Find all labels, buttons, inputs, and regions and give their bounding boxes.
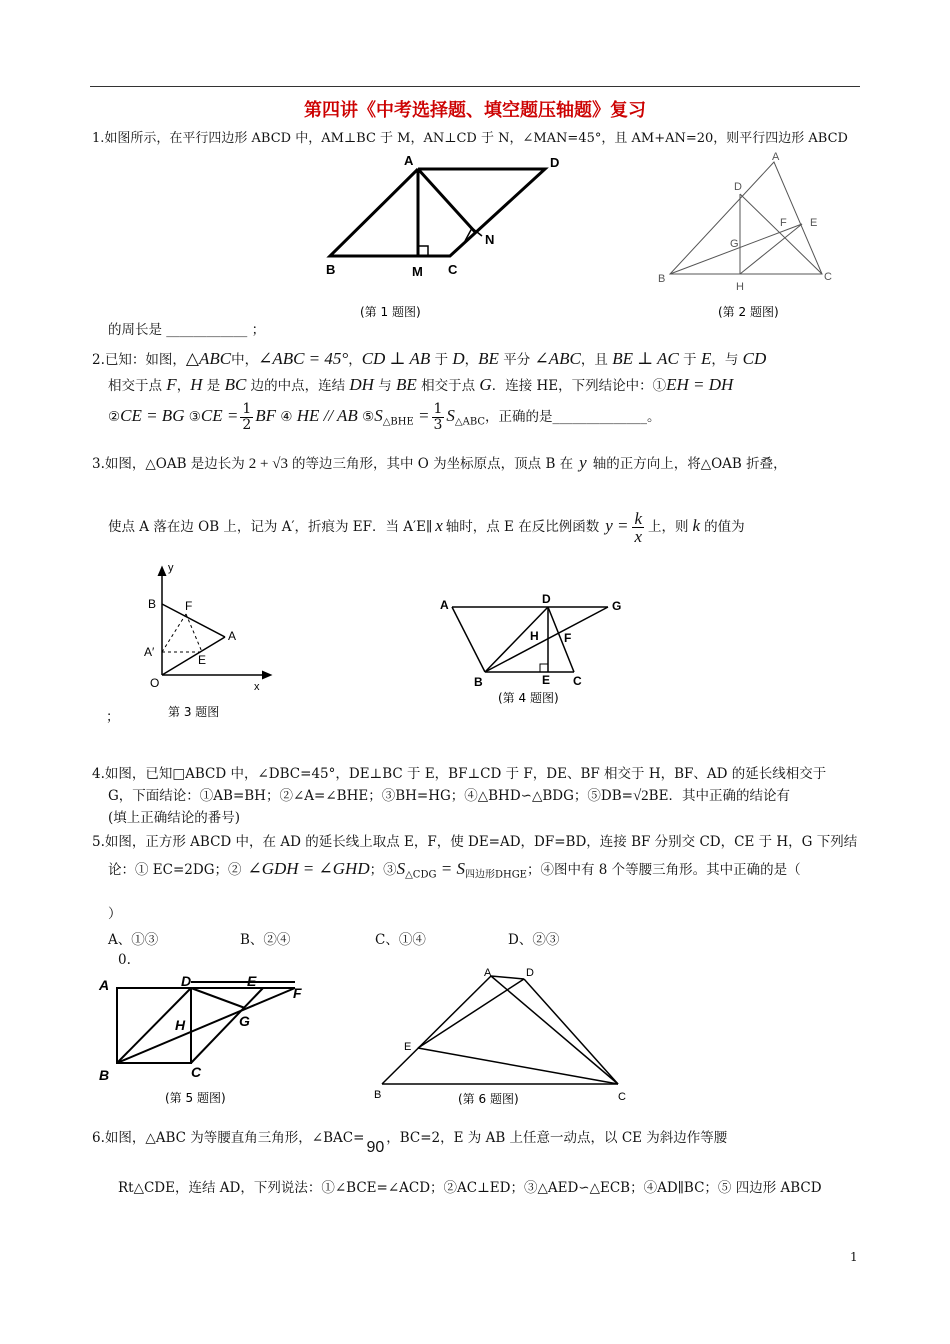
fig3-label-f: F xyxy=(185,599,193,613)
fig6-caption: (第 6 题图) xyxy=(458,1092,519,1106)
fig2-label-e: E xyxy=(810,217,818,229)
fig4-bg xyxy=(485,607,608,672)
fig4-label-f: F xyxy=(564,631,572,645)
figure-1 xyxy=(300,150,560,330)
fig4-label-c: C xyxy=(573,674,582,688)
q1-line2: 的周长是 ____________ ； xyxy=(108,322,266,338)
q5-option-b: B、②④ xyxy=(240,932,291,948)
fig3-label-o: O xyxy=(150,676,160,690)
q1-line1: 1.如图所示，在平行四边形 ABCD 中，AM⊥BC 于 M，AN⊥CD 于 N，∠MAN=45°，且 AM+AN=20，则平行四边形 ABCD xyxy=(92,131,848,146)
fig3-label-a-prime: A′ xyxy=(144,645,155,659)
q2-line3: ②CE = BG ③CE = $\frac{1}{2}$ BF ④ HE // AB $⑤S_{\triangle BHE}$ = $\frac{1}{3}$ $S_{\triangle ABC}$，正确的是______________。 xyxy=(108,401,661,433)
fig1-an xyxy=(418,169,476,233)
fig2-caption: (第 2 题图) xyxy=(718,305,779,319)
fig1-label-b: B xyxy=(326,262,336,277)
fig5-ce xyxy=(191,988,263,1063)
q4-line1: 4.如图，已知□ABCD 中，∠DBC=45°，DE⊥BC 于 E，BF⊥CD 于 F，DE、BF 相交于 H，BF、AD 的延长线相交于 xyxy=(92,766,827,782)
q5-line1: 5.如图，正方形 ABCD 中，在 AD 的延长线上取点 E，F，使 DE=AD，DF=BD，连接 BF 分别交 CD，CE 于 H，G 下列结 xyxy=(92,834,858,850)
fig5-label-f: F xyxy=(293,985,302,1001)
fig3-label-a: A xyxy=(228,629,237,643)
figure-2 xyxy=(650,150,850,330)
fig2-label-b: B xyxy=(658,273,666,285)
fig2-label-h: H xyxy=(736,281,744,293)
q4-line3: (填上正确结论的番号) xyxy=(108,810,241,826)
fig6-ad xyxy=(491,976,524,979)
q5-line5: 0. xyxy=(118,952,131,968)
figure-6 xyxy=(370,962,640,1112)
fig4-ab xyxy=(452,607,485,672)
fig4-label-d: D xyxy=(542,592,551,606)
q5-option-d: D、②③ xyxy=(508,932,560,948)
fig3-label-e: E xyxy=(198,653,207,667)
page-title: 第四讲《中考选择题、填空题压轴题》复习 xyxy=(304,100,646,121)
fig4-label-h: H xyxy=(530,629,539,643)
fig1-label-d: D xyxy=(550,155,560,170)
fig1-parallelogram xyxy=(330,169,545,256)
fig2-label-d: D xyxy=(734,181,742,193)
header-rule xyxy=(90,86,860,87)
q5-line3: ） xyxy=(108,906,122,922)
fig1-label-m: M xyxy=(412,264,423,279)
fig5-label-h: H xyxy=(175,1017,186,1033)
fig2-triangle xyxy=(670,162,822,274)
fig6-ed xyxy=(418,979,524,1048)
fig1-label-c: C xyxy=(448,262,458,277)
fig6-ac xyxy=(491,976,618,1084)
q2-line2: 相交于点 F，H 是 BC 边的中点，连结 DH 与 BE 相交于点 G．连接 HE，下列结论中：①EH = DH xyxy=(108,375,734,394)
fig2-cd xyxy=(740,194,822,274)
q5-option-a: A、①③ xyxy=(108,932,159,948)
fig1-caption: (第 1 题图) xyxy=(360,305,421,319)
fig2-label-a: A xyxy=(772,151,780,163)
fig5-label-g: G xyxy=(239,1013,250,1029)
fig5-label-c: C xyxy=(191,1064,202,1080)
fig5-label-b: B xyxy=(99,1067,110,1083)
fig6-ec xyxy=(418,1048,618,1084)
q6-line2: Rt△CDE，连结 AD，下列说法：①∠BCE=∠ACD；②AC⊥ED；③△AED∽△ECB；④AD∥BC；⑤ 四边形 ABCD xyxy=(118,1180,822,1196)
q3-line1: 3.如图，△OAB 是边长为 2 + √3 的等边三角形，其中 O 为坐标原点，顶点 B 在 y 轴的正方向上，将△OAB 折叠， xyxy=(92,453,787,472)
fig5-label-e: E xyxy=(247,973,257,989)
fig6-label-a: A xyxy=(484,967,492,979)
q3-line2: 使点 A 落在边 OB 上，记为 A′，折痕为 EF．当 A′E∥ x 轴时，点 E 在反比例函数 y = $\frac{k}{x}$ 上，则 k 的值为 xyxy=(108,509,745,546)
fig6-dc xyxy=(524,979,618,1084)
fig5-label-d: D xyxy=(181,973,192,989)
fig4-label-b: B xyxy=(474,675,483,689)
fig4-caption: (第 4 题图) xyxy=(498,691,559,705)
fig3-caption: 第 3 题图 xyxy=(168,705,220,719)
fig5-label-a: A xyxy=(99,977,110,993)
fig2-label-c: C xyxy=(824,271,832,283)
q5-line2: 论：① EC=2DG；② ∠GDH = ∠GHD；$③S_{\triangle CDG} = S_{四边形DHGE}$；④图中有 8 个等腰三角形。其中正确的是（ xyxy=(108,859,801,881)
fig5-bf xyxy=(117,988,295,1063)
fig4-label-a: A xyxy=(440,598,449,612)
figure-4 xyxy=(430,590,630,715)
fig3-label-y: y xyxy=(168,562,174,574)
q3-semicolon: ； xyxy=(106,709,120,725)
q6-line1: 6.如图，△ABC 为等腰直角三角形，∠BAC=90，BC=2，E 为 AB 上任意一动点，以 CE 为斜边作等腰 xyxy=(92,1130,728,1156)
fig3-label-b: B xyxy=(148,597,157,611)
fig2-label-f: F xyxy=(780,217,787,229)
fig2-label-g: G xyxy=(730,238,739,250)
fig6-ab xyxy=(382,976,491,1084)
figure-3 xyxy=(130,560,290,730)
q4-line2: G，下面结论：①AB=BH；②∠A=∠BHE；③BH=HG；④△BHD∽△BDG；⑤DB=√2BE．其中正确的结论有 xyxy=(108,788,790,804)
q5-option-c: C、①④ xyxy=(375,932,426,948)
fig3-label-x: x xyxy=(254,681,260,693)
fig2-he xyxy=(740,224,802,274)
fig6-label-b: B xyxy=(374,1089,382,1101)
page-number: 1 xyxy=(850,1250,858,1264)
fig1-label-a: A xyxy=(404,153,414,168)
q2-line1: 2.已知：如图，△ABC中，∠ABC = 45°，CD ⊥ AB 于 D，BE 平分 ∠ABC，且 BE ⊥ AC 于 E，与 CD xyxy=(92,349,767,368)
figure-5 xyxy=(95,970,325,1110)
fig6-label-d: D xyxy=(526,967,534,979)
fig4-label-g: G xyxy=(612,599,622,613)
fig5-caption: (第 5 题图) xyxy=(165,1091,226,1105)
fig5-dg xyxy=(191,988,245,1008)
fig6-label-c: C xyxy=(618,1091,626,1103)
fig4-label-e: E xyxy=(542,673,551,687)
fig1-label-n: N xyxy=(485,232,495,247)
fig6-label-e: E xyxy=(404,1041,412,1053)
